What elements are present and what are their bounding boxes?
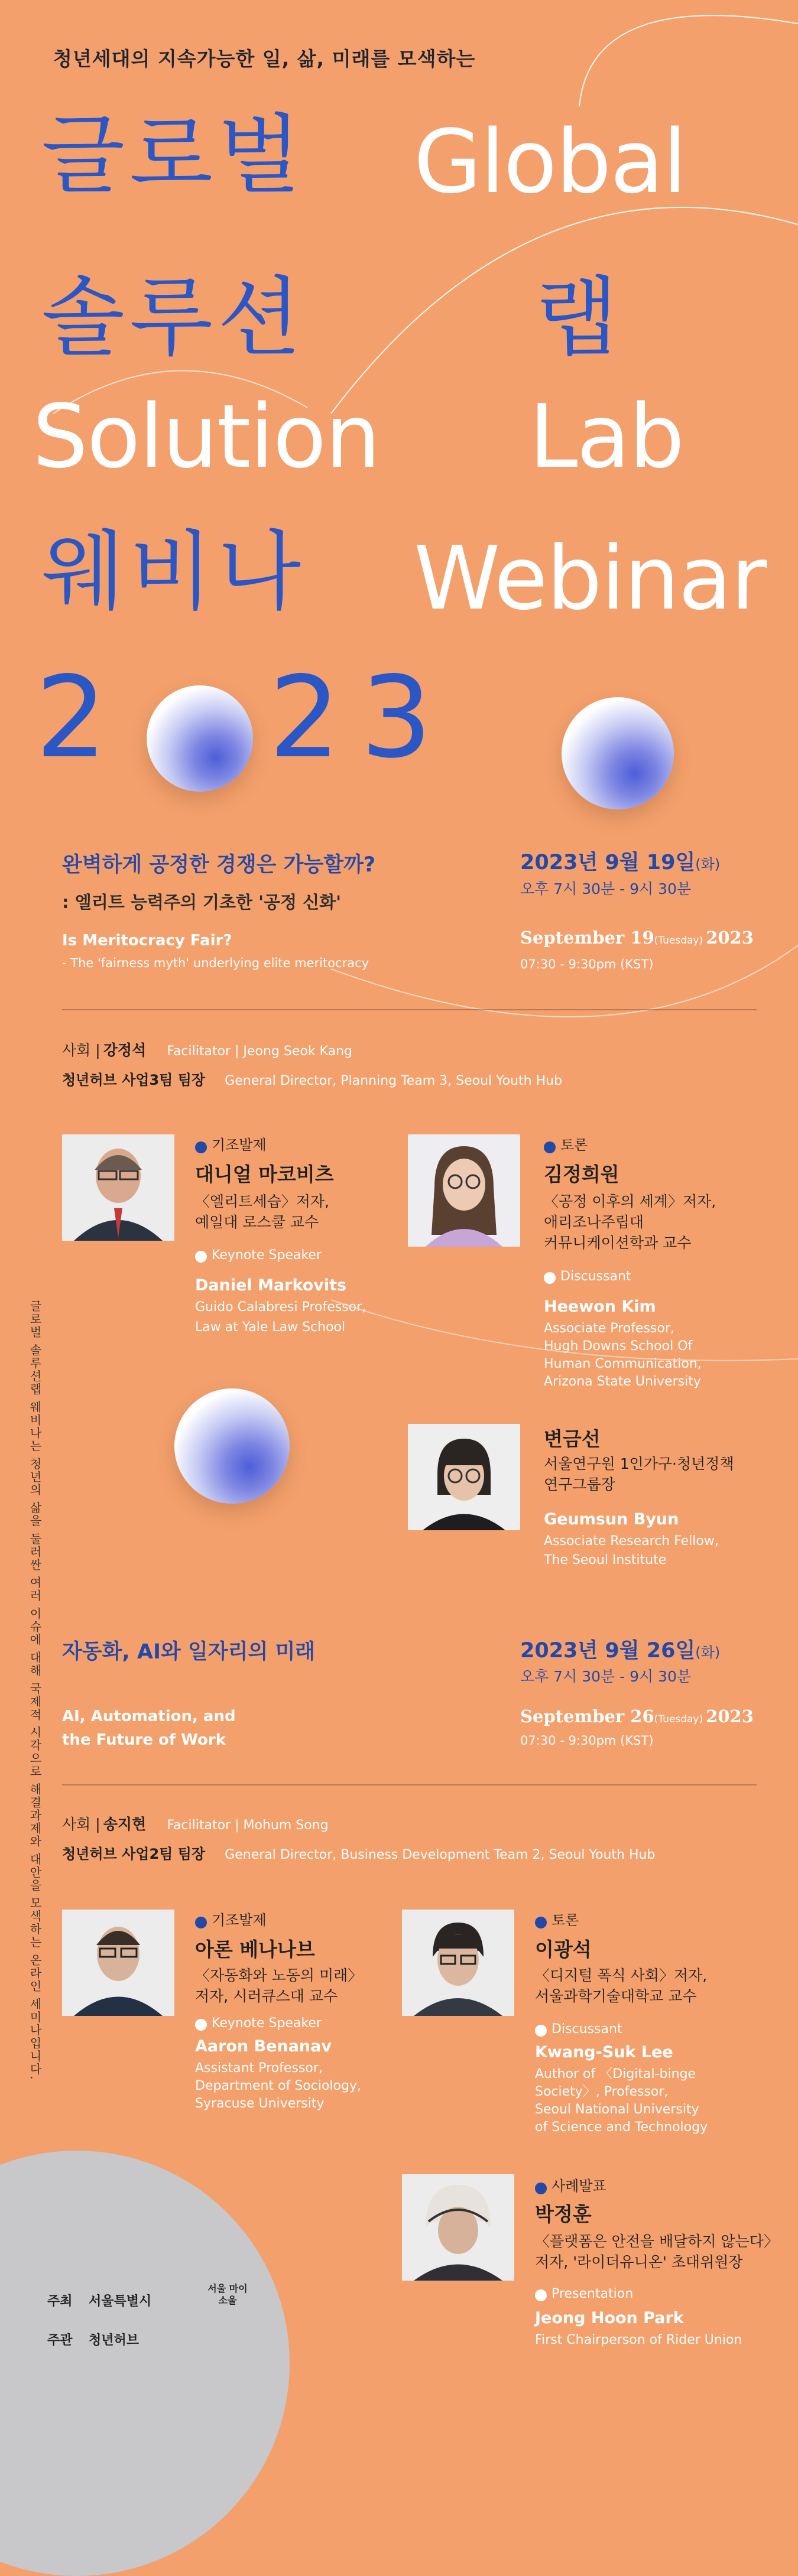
discussant3-desc-en-3: Seoul National University: [535, 2102, 699, 2117]
presenter-photo-park: [402, 2174, 514, 2281]
discussant2-name-en: Geumsun Byun: [544, 1510, 679, 1528]
presenter-desc-ko-1: 〈플랫폼은 안전을 배달하지 않는다〉: [535, 2233, 778, 2250]
session2-title-en-2: the Future of Work: [62, 1731, 226, 1749]
year-digit-2a: 2: [35, 652, 137, 783]
person-portrait-icon: [408, 1424, 520, 1530]
keynote2-desc-ko-2: 저자, 시러큐스대 교수: [195, 1988, 338, 2005]
presenter-name-ko: 박정훈: [535, 2203, 592, 2226]
discussant-photo-lee: [402, 1910, 514, 2016]
discussant1-desc-en-3: Human Communication,: [544, 1357, 702, 1371]
keynote-name-ko: 대니얼 마코비츠: [195, 1163, 334, 1186]
session1-date-ko: 2023년 9월 19일(화): [520, 851, 721, 874]
session2-divider: [62, 1784, 757, 1785]
discussant1-desc-en-4: Arizona State University: [544, 1374, 701, 1389]
presenter-label-en: Presentation: [535, 2286, 633, 2301]
keynote2-name-en: Aaron Benanav: [195, 2037, 332, 2055]
year-digit-zero-sphere: [147, 685, 253, 792]
session1-time-en: 07:30 - 9:30pm (KST): [520, 957, 654, 971]
bullet-icon: [535, 2289, 547, 2301]
person-portrait-icon: [62, 1134, 174, 1241]
presenter-desc-en-1: First Chairperson of Rider Union: [535, 2333, 742, 2347]
presenter-desc-ko-2: 저자, '라이더유니온' 초대위원장: [535, 2253, 743, 2271]
presenter-name-en: Jeong Hoon Park: [535, 2309, 684, 2327]
session2-facilitator: 사회 | 송지현 Facilitator | Mohum Song: [62, 1816, 329, 1833]
keynote2-desc-ko-1: 〈자동화와 노동의 미래〉: [195, 1967, 363, 1984]
session1-title-ko: 완벽하게 공정한 경쟁은 가능할까?: [62, 853, 376, 877]
keynote2-desc-en-1: Assistant Professor,: [195, 2061, 323, 2076]
session1-subtitle-ko: : 엘리트 능력주의 기초한 '공정 신화': [62, 892, 342, 912]
discussant1-desc-ko-1: 〈공정 이후의 세계〉저자,: [544, 1193, 716, 1210]
my-soul-seoul-logo: 서울 마이소울: [207, 2283, 248, 2306]
session2-title-ko: 자동화, AI와 일자리의 미래: [62, 1640, 316, 1664]
session2-date-en: September 26(Tuesday) 2023: [520, 1706, 754, 1726]
discussant2-desc-en-2: The Seoul Institute: [544, 1553, 667, 1567]
title-ko-webinar: 웨비나: [41, 522, 306, 622]
keynote-photo-benanav: [62, 1910, 174, 2016]
discussant1-label-en: Discussant: [544, 1269, 631, 1284]
session1-date-en: September 19(Tuesday) 2023: [520, 928, 754, 948]
title-en-webinar: Webinar: [414, 528, 766, 629]
discussant3-desc-ko-2: 서울과학기술대학교 교수: [535, 1988, 697, 2005]
keynote-label-ko: 기조발제: [195, 1133, 267, 1154]
discussant3-name-en: Kwang-Suk Lee: [535, 2043, 673, 2061]
session2-time-ko: 오후 7시 30분 - 9시 30분: [520, 1668, 692, 1685]
discussant3-name-ko: 이광석: [535, 1938, 592, 1961]
discussant3-label-en: Discussant: [535, 2022, 622, 2037]
discussant3-desc-ko-1: 〈디지털 폭식 사회〉저자,: [535, 1967, 708, 1984]
bullet-icon: [535, 2183, 547, 2194]
discussant3-label-ko: 토론: [535, 1908, 579, 1929]
keynote-label-en: Keynote Speaker: [195, 1248, 322, 1263]
session2-title-en-1: AI, Automation, and: [62, 1707, 236, 1725]
session2-facilitator-org: 청년허브 사업2팀 팀장 General Director, Business Development Team 2, Seoul Youth Hub: [62, 1846, 656, 1862]
person-portrait-icon: [62, 1910, 174, 2016]
bullet-icon: [195, 1251, 207, 1263]
session1-facilitator: 사회 | 강정석 Facilitator | Jeong Seok Kang: [62, 1042, 353, 1059]
bullet-icon: [544, 1272, 556, 1284]
year-digit-3: 3: [361, 652, 462, 783]
bullet-icon: [544, 1141, 556, 1153]
keynote2-desc-en-2: Department of Sociology,: [195, 2079, 361, 2093]
session1-divider: [62, 1009, 757, 1010]
side-description: 글로벌 솔루션랩 웨비나는 청년의 삶을 둘러싼 여러 이슈에 대해 국제적 시각으로 해결과제와 대안을 모색하는 온라인 세미나입니다.: [28, 1300, 42, 2081]
discussant1-label-ko: 토론: [544, 1133, 588, 1154]
title-en-solution: Solution: [33, 386, 379, 487]
decorative-sphere-right: [562, 697, 674, 809]
seoul-city-logo: 서울특별시: [89, 2294, 152, 2309]
discussant2-desc-ko-1: 서울연구원 1인가구·청년정책: [544, 1455, 734, 1472]
organizer-label: 주관: [47, 2333, 73, 2348]
session1-subtitle-en: - The 'fairness myth' underlying elite meritocracy: [62, 956, 369, 970]
discussant1-desc-ko-3: 커뮤니케이션학과 교수: [544, 1234, 692, 1251]
keynote-desc-ko-1: 〈엘리트세습〉저자,: [195, 1193, 329, 1210]
discussant2-desc-en-1: Associate Research Fellow,: [544, 1534, 719, 1549]
person-portrait-icon: [408, 1134, 520, 1247]
host-label: 주최: [47, 2294, 73, 2309]
title-en-lab: Lab: [529, 386, 684, 487]
year-digit-2b: 2: [269, 652, 370, 783]
person-portrait-icon: [402, 2174, 514, 2281]
discussant-photo-byun: [408, 1424, 520, 1530]
discussant1-desc-en-2: Hugh Downs School Of: [544, 1339, 693, 1354]
keynote2-label-en: Keynote Speaker: [195, 2016, 322, 2031]
keynote2-label-ko: 기조발제: [195, 1908, 267, 1929]
session1-title-en: Is Meritocracy Fair?: [62, 932, 232, 949]
discussant2-name-ko: 변금선: [544, 1427, 601, 1450]
discussant1-desc-ko-2: 애리조나주립대: [544, 1214, 644, 1231]
discussant1-desc-en-1: Associate Professor,: [544, 1321, 674, 1336]
discussant3-desc-en-1: Author of 〈Digital-binge: [535, 2067, 696, 2081]
keynote2-desc-en-3: Syracuse University: [195, 2096, 325, 2111]
youth-hub-logo: 청년허브: [89, 2333, 140, 2348]
session1-facilitator-org: 청년허브 사업3팀 팀장 General Director, Planning Team 3, Seoul Youth Hub: [62, 1072, 563, 1088]
bullet-icon: [195, 1141, 207, 1153]
bullet-icon: [535, 1917, 547, 1928]
discussant3-desc-en-2: Society〉, Professor,: [535, 2084, 669, 2099]
keynote2-name-ko: 아론 베나나브: [195, 1938, 315, 1961]
tagline: 청년세대의 지속가능한 일, 삶, 미래를 모색하는: [53, 47, 476, 70]
bullet-icon: [195, 2019, 207, 2031]
session2-time-en: 07:30 - 9:30pm (KST): [520, 1733, 654, 1748]
person-portrait-icon: [402, 1910, 514, 2016]
title-ko-solution: 솔루션: [41, 268, 306, 368]
keynote-desc-en-2: Law at Yale Law School: [195, 1320, 346, 1335]
decorative-sphere-middle: [174, 1388, 290, 1504]
session2-date-ko: 2023년 9월 26일(화): [520, 1639, 721, 1663]
keynote-photo-markovits: [62, 1134, 174, 1241]
keynote-desc-en-1: Guido Calabresi Professor,: [195, 1300, 366, 1315]
bullet-icon: [195, 1917, 207, 1928]
title-ko-lab: 랩: [535, 268, 624, 368]
keynote-name-en: Daniel Markovits: [195, 1276, 347, 1294]
title-en-global: Global: [414, 111, 686, 213]
session1-time-ko: 오후 7시 30분 - 9시 30분: [520, 880, 692, 897]
discussant-photo-kim: [408, 1134, 520, 1247]
discussant1-name-en: Heewon Kim: [544, 1297, 656, 1316]
discussant2-desc-ko-2: 연구그룹장: [544, 1476, 615, 1493]
discussant1-name-ko: 김정희원: [544, 1163, 619, 1186]
title-ko-global: 글로벌: [41, 105, 306, 206]
discussant3-desc-en-4: of Science and Technology: [535, 2120, 708, 2135]
keynote-desc-ko-2: 예일대 로스쿨 교수: [195, 1214, 319, 1231]
presenter-label-ko: 사례발표: [535, 2174, 606, 2195]
bullet-icon: [535, 2025, 547, 2037]
